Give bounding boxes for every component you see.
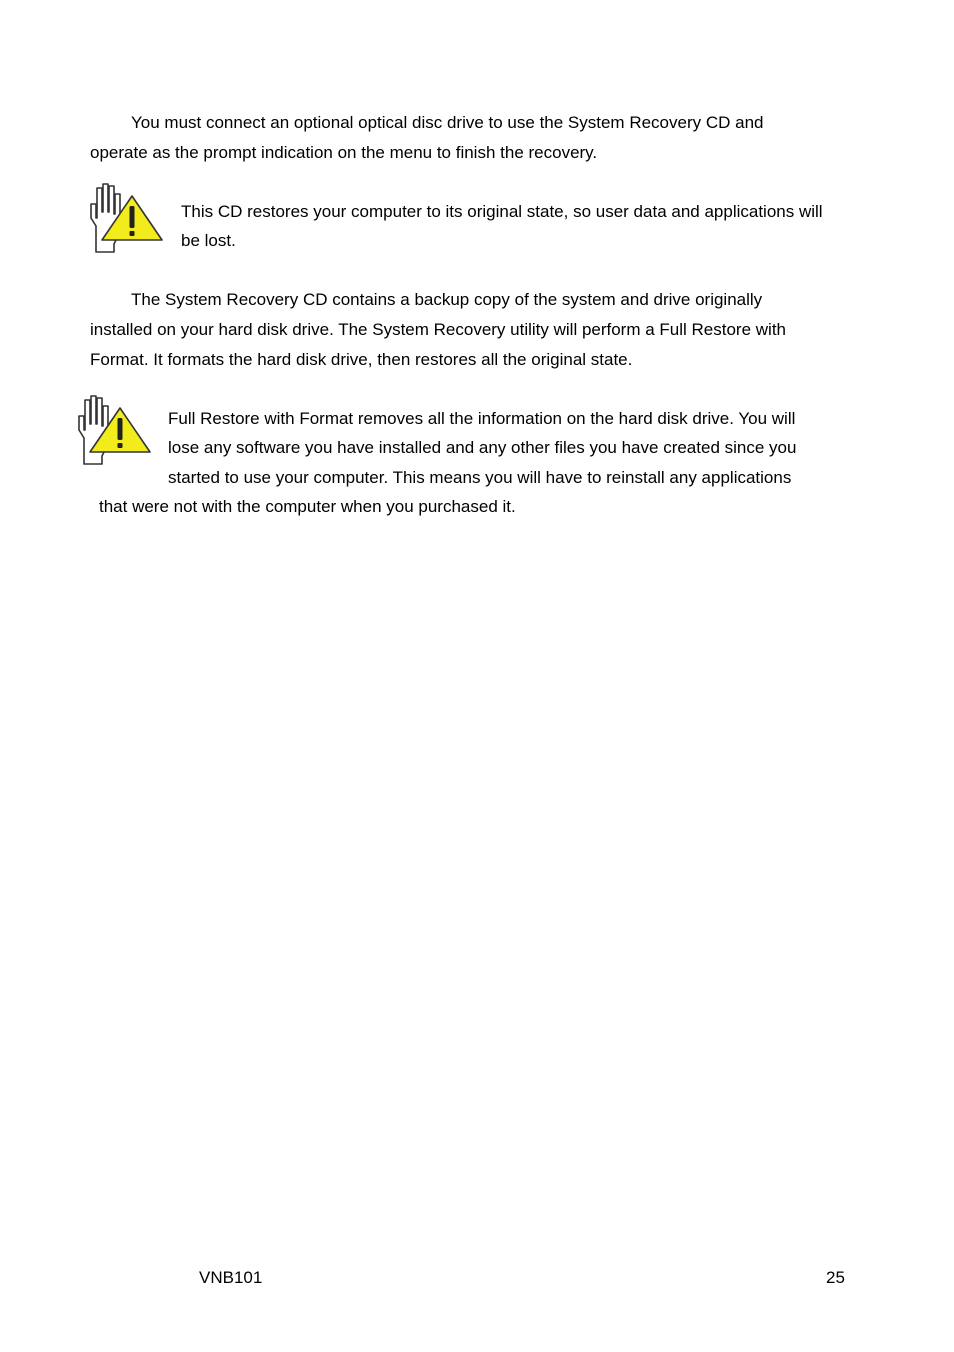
warning-1-line-2: be lost. — [181, 231, 236, 250]
paragraph-2-line-3: Format. It formats the hard disk drive, then restores all the original state. — [90, 350, 633, 369]
warning-2-line-4: that were not with the computer when you purchased it. — [99, 497, 516, 516]
footer-model: VNB101 — [199, 1268, 263, 1287]
paragraph-1-line-1: You must connect an optional optical disc drive to use the System Recovery CD and — [131, 113, 764, 132]
warning-1-line-1: This CD restores your computer to its original state, so user data and applications will — [181, 202, 823, 221]
paragraph-2-line-2: installed on your hard disk drive. The System Recovery utility will perform a Full Restore with — [90, 320, 787, 339]
page-number: 25 — [826, 1268, 845, 1287]
warning-hand-icon — [88, 182, 164, 256]
warning-hand-icon — [76, 394, 152, 468]
paragraph-2-line-1: The System Recovery CD contains a backup copy of the system and drive originally — [131, 290, 763, 309]
paragraph-1-line-2: operate as the prompt indication on the menu to finish the recovery. — [90, 143, 598, 162]
warning-2-line-2: lose any software you have installed and any other files you have created since you — [168, 438, 797, 457]
warning-2-line-3: started to use your computer. This means you will have to reinstall any applications — [168, 468, 792, 487]
warning-2-line-1: Full Restore with Format removes all the information on the hard disk drive. You will — [168, 409, 796, 428]
